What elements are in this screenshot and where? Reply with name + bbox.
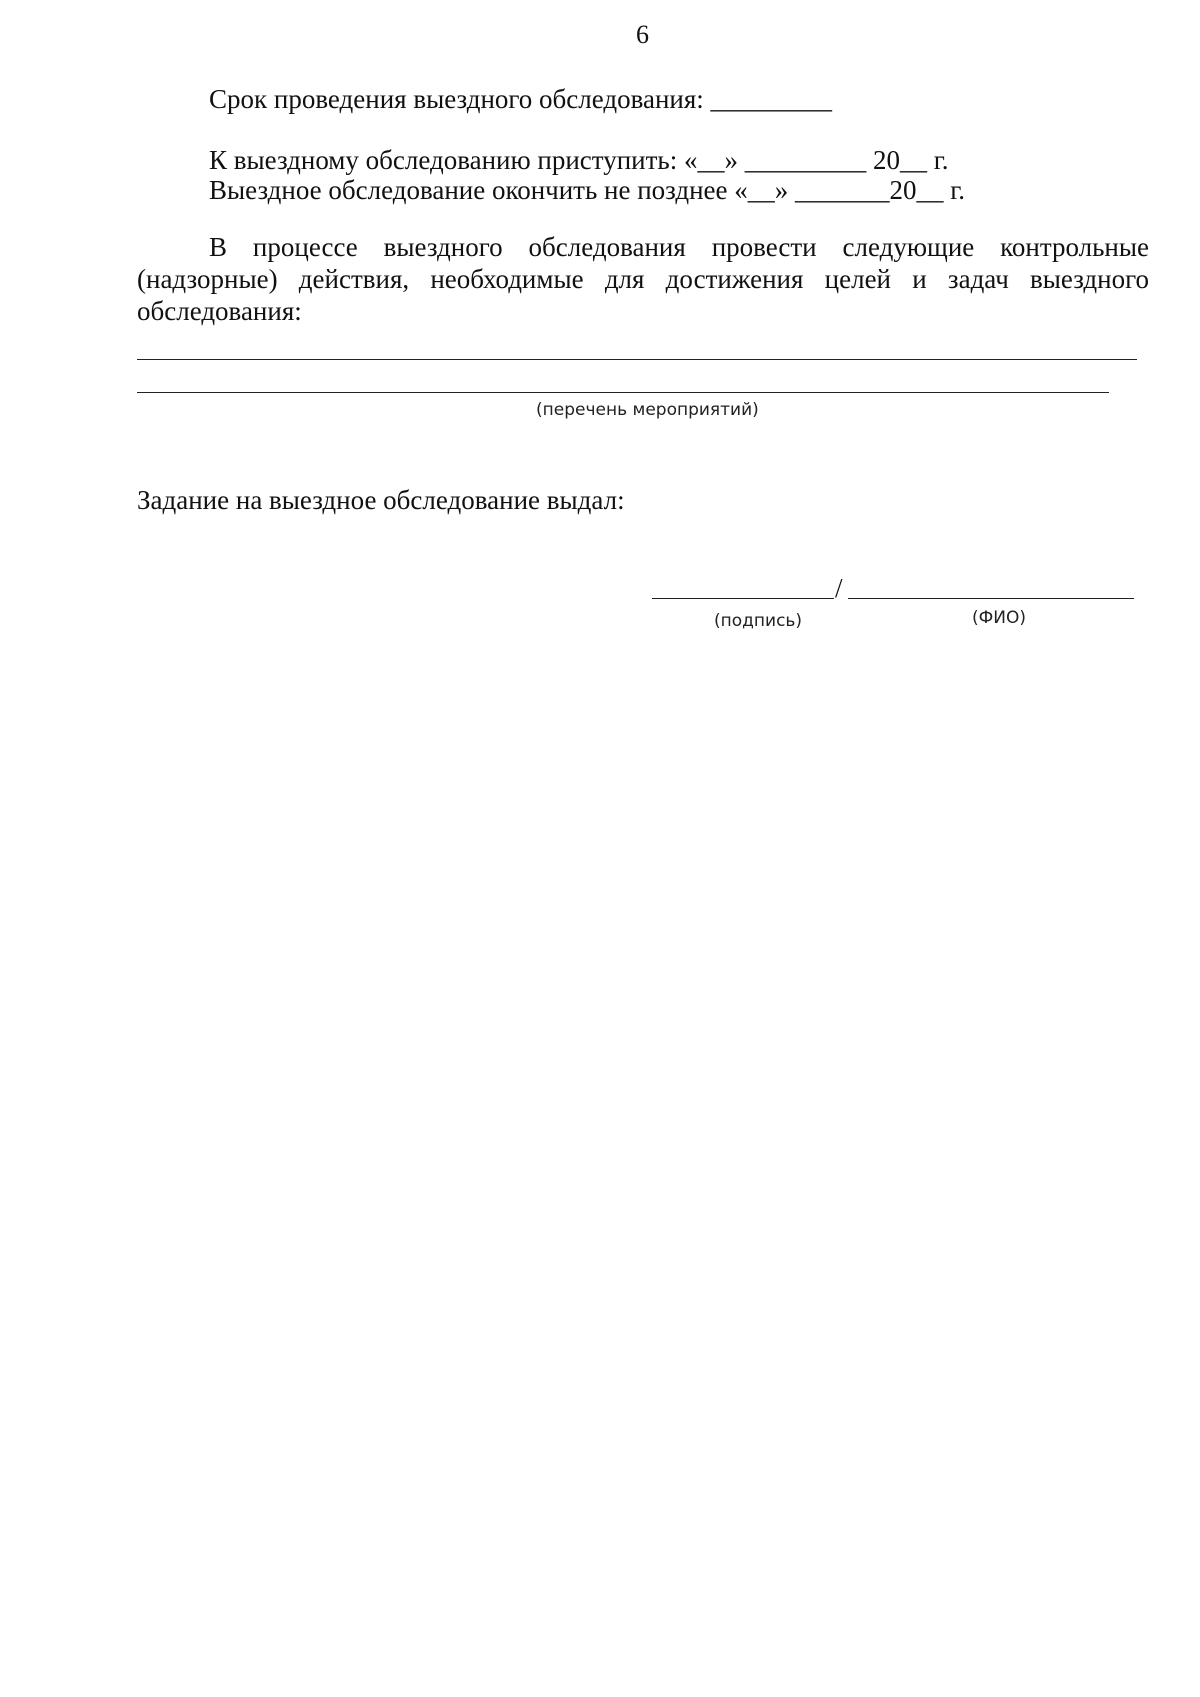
actions-paragraph-text: В процессе выездного обследования провести следующие контрольные (надзорные) действия, необходимые для достижения целей и задач выездного обследования: bbox=[137, 232, 1149, 326]
signature-line bbox=[652, 598, 834, 599]
actions-list-caption: (перечень мероприятий) bbox=[536, 400, 759, 420]
actions-paragraph bbox=[137, 231, 1149, 327]
issuer-label: Задание на выездное обследование выдал: bbox=[137, 485, 625, 515]
inspection-end-line: Выездное обследование окончить не позднее «__» _______20__ г. bbox=[209, 175, 966, 205]
actions-list-line-2 bbox=[137, 392, 1109, 393]
inspection-start-line: К выездному обследованию приступить: «__» _________ 20__ г. bbox=[209, 145, 949, 175]
signature-caption: (подпись) bbox=[714, 611, 803, 631]
inspection-duration-line: Срок проведения выездного обследования: _________ bbox=[209, 84, 833, 114]
page-number: 6 bbox=[636, 20, 649, 49]
full-name-line bbox=[848, 598, 1134, 599]
actions-list-line-1 bbox=[137, 359, 1137, 360]
signature-separator: / bbox=[835, 573, 843, 603]
full-name-caption: (ФИО) bbox=[972, 608, 1026, 628]
